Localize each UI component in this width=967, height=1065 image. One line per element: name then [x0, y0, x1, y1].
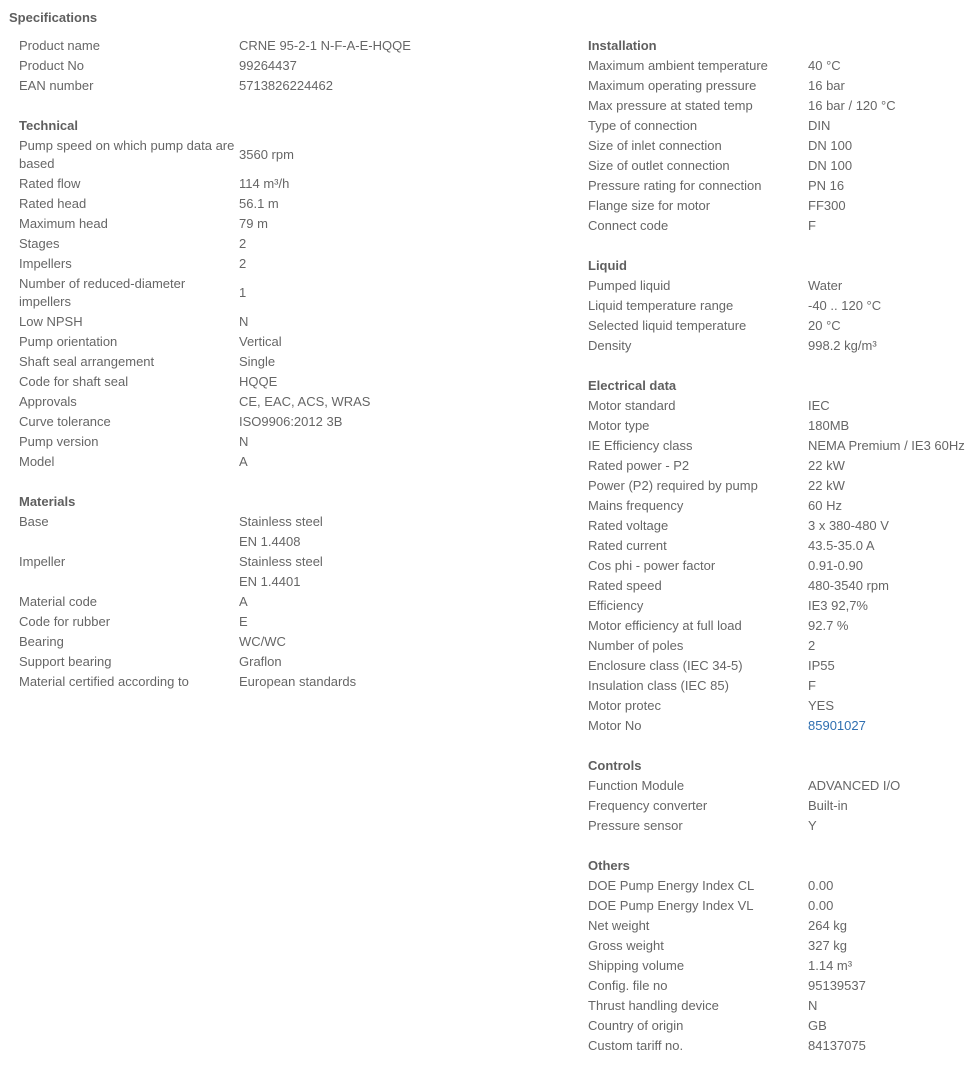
- spec-label: Pressure rating for connection: [588, 178, 762, 193]
- spec-label: Low NPSH: [19, 314, 83, 329]
- section-spacer: [588, 236, 967, 256]
- spec-label: Pump speed on which pump data are based: [19, 138, 235, 171]
- spec-value: HQQE: [239, 374, 278, 389]
- spec-label: Motor efficiency at full load: [588, 618, 742, 633]
- spec-value: N: [239, 434, 249, 449]
- section-spacer: [588, 836, 967, 856]
- spec-row: [588, 976, 967, 996]
- spec-row: [19, 512, 559, 552]
- spec-label: Density: [588, 338, 632, 353]
- spec-value: DN 100: [808, 138, 853, 153]
- spec-value: 3 x 380-480 V: [808, 518, 889, 533]
- spec-value: Built-in: [808, 798, 848, 813]
- technical-section: [19, 116, 559, 472]
- spec-value: 0.00: [808, 878, 834, 893]
- spec-label: Cos phi - power factor: [588, 558, 716, 573]
- spec-value: 1.14 m³: [808, 958, 853, 973]
- spec-value: 22 kW: [808, 458, 845, 473]
- spec-value: Single: [239, 354, 276, 369]
- spec-row: [588, 456, 967, 476]
- spec-value: 43.5-35.0 A: [808, 538, 875, 553]
- spec-row: [588, 696, 967, 716]
- spec-value: 20 °C: [808, 318, 841, 333]
- spec-row: [588, 716, 967, 736]
- spec-row: [588, 296, 967, 316]
- spec-row: [588, 316, 967, 336]
- spec-label: Flange size for motor: [588, 198, 711, 213]
- section-title-installation: Installation: [588, 38, 657, 53]
- spec-row: [588, 896, 967, 916]
- spec-row: [588, 636, 967, 656]
- section-spacer: [19, 472, 559, 492]
- spec-label: Approvals: [19, 394, 77, 409]
- spec-label: Motor protec: [588, 698, 661, 713]
- spec-value: Vertical: [239, 334, 282, 349]
- spec-label: Pumped liquid: [588, 278, 671, 293]
- spec-label: Insulation class (IEC 85): [588, 678, 729, 693]
- spec-value: 327 kg: [808, 938, 848, 953]
- spec-row: [588, 916, 967, 936]
- general-section: [19, 36, 559, 96]
- spec-value: ADVANCED I/O: [808, 778, 901, 793]
- spec-label: Maximum head: [19, 216, 108, 231]
- spec-row: [19, 632, 559, 652]
- spec-row: [588, 116, 967, 136]
- spec-label: DOE Pump Energy Index CL: [588, 878, 755, 893]
- spec-label: Size of inlet connection: [588, 138, 722, 153]
- spec-value: 95139537: [808, 978, 866, 993]
- left-column: [19, 36, 559, 692]
- spec-row: [19, 214, 559, 234]
- liquid-section: [588, 256, 967, 356]
- spec-label: Rated head: [19, 196, 87, 211]
- spec-row: [588, 576, 967, 596]
- spec-label: Pump version: [19, 434, 99, 449]
- spec-row: [588, 436, 967, 456]
- spec-value: 480-3540 rpm: [808, 578, 889, 593]
- spec-row: [588, 516, 967, 536]
- spec-value: 56.1 m: [239, 196, 279, 211]
- spec-label: Connect code: [588, 218, 669, 233]
- spec-value-line: EN 1.4401: [239, 574, 301, 589]
- spec-label: Rated current: [588, 538, 667, 553]
- spec-row: [19, 36, 559, 56]
- spec-value: 5713826224462: [239, 78, 333, 93]
- spec-row: [588, 956, 967, 976]
- motor-no-link[interactable]: 85901027: [808, 718, 866, 733]
- spec-row: [19, 352, 559, 372]
- spec-row: [19, 312, 559, 332]
- spec-label: Curve tolerance: [19, 414, 111, 429]
- spec-label: Enclosure class (IEC 34-5): [588, 658, 743, 673]
- spec-label: Impellers: [19, 256, 72, 271]
- spec-label: Product No: [19, 58, 85, 73]
- spec-row: [19, 56, 559, 76]
- spec-value: WC/WC: [239, 634, 286, 649]
- spec-value: European standards: [239, 674, 357, 689]
- spec-label: Motor standard: [588, 398, 676, 413]
- spec-row: [588, 476, 967, 496]
- spec-row: [19, 552, 559, 592]
- spec-value: Graflon: [239, 654, 282, 669]
- spec-value: N: [808, 998, 818, 1013]
- spec-value: NEMA Premium / IE3 60Hz: [808, 438, 965, 453]
- spec-row: [19, 372, 559, 392]
- installation-section: [588, 36, 967, 236]
- spec-value-line: Stainless steel: [239, 554, 323, 569]
- spec-row: [588, 816, 967, 836]
- section-title-liquid: Liquid: [588, 258, 627, 273]
- section-spacer: [19, 96, 559, 116]
- spec-row: [588, 996, 967, 1016]
- spec-row: [19, 76, 559, 96]
- spec-label: Liquid temperature range: [588, 298, 734, 313]
- spec-value: 0.00: [808, 898, 834, 913]
- spec-value: 16 bar: [808, 78, 845, 93]
- spec-row: [588, 776, 967, 796]
- spec-label: Model: [19, 454, 55, 469]
- spec-label: Frequency converter: [588, 798, 708, 813]
- spec-value: PN 16: [808, 178, 845, 193]
- spec-row: [19, 592, 559, 612]
- spec-label: Support bearing: [19, 654, 112, 669]
- section-title-others: Others: [588, 858, 630, 873]
- spec-value: CE, EAC, ACS, WRAS: [239, 394, 371, 409]
- spec-label: Size of outlet connection: [588, 158, 730, 173]
- spec-row: [588, 596, 967, 616]
- spec-row: [588, 156, 967, 176]
- right-column: [588, 36, 967, 1056]
- spec-value: 0.91-0.90: [808, 558, 863, 573]
- section-title-controls: Controls: [588, 758, 642, 773]
- spec-row: [19, 332, 559, 352]
- section-spacer: [588, 736, 967, 756]
- spec-row: [588, 1016, 967, 1036]
- spec-row: [19, 136, 559, 174]
- spec-value: Y: [808, 818, 817, 833]
- spec-label: Rated speed: [588, 578, 662, 593]
- spec-label: Gross weight: [588, 938, 664, 953]
- spec-value: N: [239, 314, 249, 329]
- spec-row: [588, 396, 967, 416]
- spec-value: 40 °C: [808, 58, 841, 73]
- spec-value: 92.7 %: [808, 618, 849, 633]
- spec-row: [588, 556, 967, 576]
- spec-label: EAN number: [19, 78, 94, 93]
- spec-value: IP55: [808, 658, 835, 673]
- spec-row: [588, 56, 967, 76]
- spec-label: Mains frequency: [588, 498, 684, 513]
- controls-section: [588, 756, 967, 836]
- spec-value: A: [239, 594, 248, 609]
- spec-label: Thrust handling device: [588, 998, 719, 1013]
- spec-label: Rated flow: [19, 176, 81, 191]
- spec-value: 60 Hz: [808, 498, 842, 513]
- spec-label: Selected liquid temperature: [588, 318, 747, 333]
- spec-row: [19, 392, 559, 412]
- spec-value: 998.2 kg/m³: [808, 338, 877, 353]
- spec-value: F: [808, 678, 816, 693]
- spec-label: Net weight: [588, 918, 650, 933]
- spec-value: 2: [239, 236, 247, 251]
- spec-value: 79 m: [239, 216, 268, 231]
- spec-value: 16 bar / 120 °C: [808, 98, 896, 113]
- spec-value: 180MB: [808, 418, 850, 433]
- spec-value: [239, 512, 323, 552]
- section-title-electrical: Electrical data: [588, 378, 677, 393]
- spec-label: Number of poles: [588, 638, 684, 653]
- spec-value: Water: [808, 278, 843, 293]
- spec-value: 22 kW: [808, 478, 845, 493]
- spec-row: [19, 254, 559, 274]
- section-title-technical: Technical: [19, 118, 79, 133]
- spec-value: 84137075: [808, 1038, 866, 1053]
- spec-value: DN 100: [808, 158, 853, 173]
- spec-value: GB: [808, 1018, 827, 1033]
- spec-label: Impeller: [19, 554, 66, 569]
- spec-label: Shipping volume: [588, 958, 685, 973]
- spec-value: ISO9906:2012 3B: [239, 414, 343, 429]
- spec-label: Pump orientation: [19, 334, 118, 349]
- spec-label: Base: [19, 514, 49, 529]
- spec-row: [588, 676, 967, 696]
- spec-row: [19, 652, 559, 672]
- spec-label: IE Efficiency class: [588, 438, 693, 453]
- spec-row: [19, 412, 559, 432]
- spec-row: [588, 936, 967, 956]
- spec-label: Max pressure at stated temp: [588, 98, 753, 113]
- spec-row: [19, 672, 559, 692]
- spec-value-line: EN 1.4408: [239, 534, 301, 549]
- spec-label: Shaft seal arrangement: [19, 354, 155, 369]
- spec-value: FF300: [808, 198, 846, 213]
- page-title: Specifications: [9, 10, 98, 25]
- spec-label: Motor type: [588, 418, 650, 433]
- spec-row: [588, 276, 967, 296]
- spec-value: DIN: [808, 118, 831, 133]
- spec-row: [588, 216, 967, 236]
- spec-label: Maximum operating pressure: [588, 78, 757, 93]
- spec-label: Country of origin: [588, 1018, 684, 1033]
- spec-value: CRNE 95-2-1 N-F-A-E-HQQE: [239, 38, 411, 53]
- spec-label: Code for rubber: [19, 614, 111, 629]
- spec-value: 2: [808, 638, 816, 653]
- spec-value: YES: [808, 698, 835, 713]
- spec-row: [19, 274, 559, 312]
- spec-row: [588, 536, 967, 556]
- spec-row: [588, 1036, 967, 1056]
- spec-label: Efficiency: [588, 598, 644, 613]
- spec-value: A: [239, 454, 248, 469]
- section-spacer: [588, 356, 967, 376]
- spec-label: Number of reduced-diameter impellers: [19, 276, 186, 309]
- spec-row: [19, 234, 559, 254]
- spec-label: Material certified according to: [19, 674, 189, 689]
- spec-row: [19, 432, 559, 452]
- spec-label: Type of connection: [588, 118, 698, 133]
- spec-label: Maximum ambient temperature: [588, 58, 768, 73]
- spec-label: Custom tariff no.: [588, 1038, 684, 1053]
- spec-label: Function Module: [588, 778, 685, 793]
- spec-row: [588, 656, 967, 676]
- spec-value: 2: [239, 256, 247, 271]
- spec-value: E: [239, 614, 248, 629]
- spec-row: [19, 452, 559, 472]
- spec-row: [19, 612, 559, 632]
- spec-row: [19, 194, 559, 214]
- spec-value: IEC: [808, 398, 830, 413]
- spec-label: Power (P2) required by pump: [588, 478, 758, 493]
- spec-label: Material code: [19, 594, 98, 609]
- spec-row: [588, 196, 967, 216]
- spec-value: [239, 552, 323, 592]
- spec-value-line: Stainless steel: [239, 514, 323, 529]
- spec-label: Config. file no: [588, 978, 668, 993]
- spec-value: -40 .. 120 °C: [808, 298, 882, 313]
- section-title-materials: Materials: [19, 494, 76, 509]
- spec-row: [588, 876, 967, 896]
- spec-label: Stages: [19, 236, 60, 251]
- spec-row: [588, 616, 967, 636]
- spec-row: [588, 336, 967, 356]
- spec-label: Rated voltage: [588, 518, 669, 533]
- spec-row: [588, 496, 967, 516]
- spec-row: [588, 176, 967, 196]
- spec-row: [588, 96, 967, 116]
- electrical-section: [588, 376, 967, 736]
- others-section: [588, 856, 967, 1056]
- spec-value: 114 m³/h: [239, 176, 290, 191]
- spec-value: F: [808, 218, 816, 233]
- spec-value: IE3 92,7%: [808, 598, 868, 613]
- spec-label: DOE Pump Energy Index VL: [588, 898, 754, 913]
- spec-label: Bearing: [19, 634, 64, 649]
- spec-label: Rated power - P2: [588, 458, 690, 473]
- spec-row: [588, 796, 967, 816]
- spec-value: 99264437: [239, 58, 297, 73]
- spec-row: [19, 174, 559, 194]
- spec-row: [588, 136, 967, 156]
- spec-row: [588, 76, 967, 96]
- spec-label: Code for shaft seal: [19, 374, 129, 389]
- spec-value: 1: [239, 285, 247, 300]
- spec-label: Pressure sensor: [588, 818, 683, 833]
- spec-row: [588, 416, 967, 436]
- materials-section: [19, 492, 559, 692]
- spec-value: 264 kg: [808, 918, 848, 933]
- spec-label: Product name: [19, 38, 100, 53]
- spec-label: Motor No: [588, 718, 642, 733]
- spec-value: 3560 rpm: [239, 147, 294, 162]
